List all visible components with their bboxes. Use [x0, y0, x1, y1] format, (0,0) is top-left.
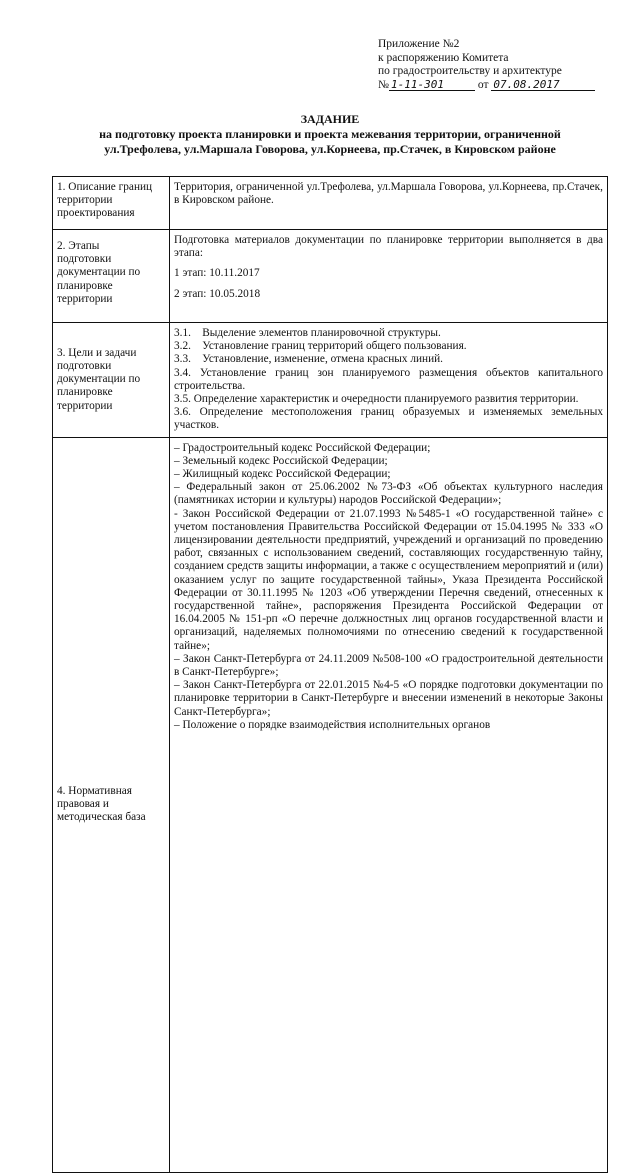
legal-basis-item: – Жилищный кодекс Российской Федерации; [174, 468, 391, 481]
title-heading: ЗАДАНИЕ [300, 112, 360, 126]
appendix-line-2: к распоряжению Комитета [378, 51, 509, 64]
title-line-1: на подготовку проекта планировки и проекта межевания территории, ограниченной [99, 127, 561, 141]
legal-basis-item: – Положение о порядке взаимодействия исполнительных органов [174, 718, 491, 731]
territory-description: Территория, ограниченной ул.Трефолева, ул.Маршала Говорова, ул.Корнеева, пр.Стачек, в Кировском районе. [174, 181, 603, 207]
legal-basis-item: – Градостроительный кодекс Российской Федерации; [174, 441, 431, 454]
number-prefix: № [378, 78, 389, 91]
goal-item: 3.2. Установление границ территорий общего пользования. [174, 340, 467, 353]
row-content-cell [170, 323, 608, 438]
stage-1: 1 этап: 10.11.2017 [174, 267, 260, 280]
stage-2: 2 этап: 10.05.2018 [174, 287, 261, 300]
title-line-2: ул.Трефолева, ул.Маршала Говорова, ул.Корнеева, пр.Стачек, в Кировском районе [104, 142, 556, 156]
appendix-line-1: Приложение №2 [378, 38, 460, 50]
table-row [53, 177, 608, 230]
row-content-cell [170, 230, 608, 323]
legal-basis-item: – Земельный кодекс Российской Федерации; [174, 454, 388, 467]
goal-item: 3.4. Установление границ зон планируемого размещения объектов капитального строительства. [174, 366, 603, 392]
goal-item: 3.5. Определение характеристик и очередности планируемого развития территории. [174, 393, 579, 406]
legal-basis-item: – Закон Санкт-Петербурга от 22.01.2015 №4-5 «О порядке подготовки документации по планировке территории в Санкт-Петербурге и внесении изменений в некоторые Законы Санкт-Петербурга»; [174, 679, 603, 718]
document-title [60, 112, 600, 157]
goal-item: 3.3. Установление, изменение, отмена красных линий. [174, 353, 443, 366]
handwritten-date: 07.08.2017 [491, 79, 595, 91]
legal-basis-item: - Закон Российской Федерации от 21.07.1993 №5485-1 «О государственной тайне» с учетом постановления Правительства Российской Федерации от 15.04.1995 № 333 «О лицензировании деятельности предприятий, учреждений и организаций по проведению работ, связанных с использованием сведений, составляющих государственную тайну, созданием средств защиты информации, а также с осуществлением мероприятий и (или) оказанием услуг по защите государственной тайны», Указа Президента Российской Федерации от 30.11.1995 № 1203 «Об утверждении Перечня сведений, отнесенных к государственной тайне», распоряжения Президента Российской Федерации от 16.04.2005 № 151-рп «О перечне должностных лиц органов государственной власти и организаций, наделяемых полномочиями по отнесению сведений к государственной тайне»; [174, 507, 603, 652]
table-row [53, 323, 608, 438]
table-row [53, 230, 608, 323]
goal-item: 3.1. Выделение элементов планировочной структуры. [174, 327, 441, 339]
handwritten-number: 1-11-301 [389, 79, 475, 91]
goal-item: 3.6. Определение местоположения границ образуемых и изменяемых земельных участков. [174, 406, 603, 432]
row-label-cell: 1. Описание границ территории проектирования [53, 177, 170, 230]
row-label-cell: 2. Этапы подготовки документации по планировке территории [53, 230, 170, 323]
row-label-cell: 3. Цели и задачи подготовки документации по планировке территории [53, 323, 170, 438]
row-label-cell: 4. Нормативная правовая и методическая база [53, 437, 170, 1172]
appendix-number-date [378, 79, 595, 93]
row-content-cell [170, 437, 608, 1172]
legal-basis-item: – Закон Санкт-Петербурга от 24.11.2009 №508-100 «О градостроительной деятельности в Санкт-Петербурге»; [174, 652, 603, 679]
stages-intro: Подготовка материалов документации по планировке территории выполняется в два этапа: [174, 234, 603, 260]
task-table [52, 176, 608, 1173]
legal-basis-item: – Федеральный закон от 25.06.2002 №73-ФЗ «Об объектах культурного наследия (памятниках истории и культуры) народов Российской Федерации»; [174, 481, 603, 507]
appendix-header [378, 38, 595, 92]
appendix-line-3: по градостроительству и архитектуре [378, 65, 562, 77]
date-prefix: от [477, 78, 489, 91]
row-content-cell [170, 177, 608, 230]
table-row [53, 437, 608, 1172]
